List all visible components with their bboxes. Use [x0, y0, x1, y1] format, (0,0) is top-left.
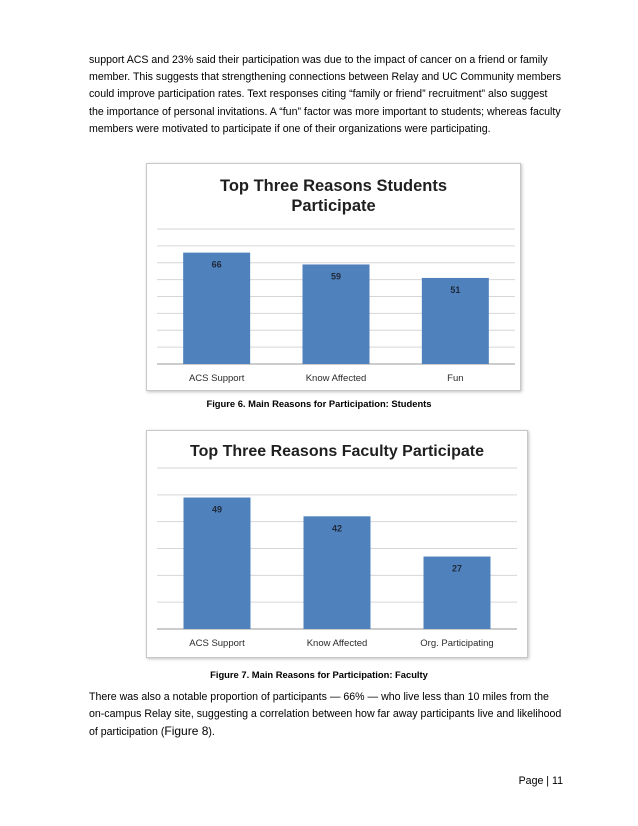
bar-value-label: 66: [211, 259, 222, 270]
category-label: ACS Support: [189, 638, 245, 649]
category-label: Fun: [447, 373, 464, 384]
chart-title-line: Participate: [291, 197, 376, 215]
category-label: Org. Participating: [420, 638, 494, 649]
bar-value-label: 49: [211, 504, 223, 515]
faculty-chart: [146, 430, 528, 658]
bar: [184, 498, 251, 629]
bar-value-label: 42: [331, 523, 343, 534]
body-paragraph-2: [89, 689, 564, 742]
faculty-chart-svg: [147, 431, 527, 657]
paragraph-2-end: ).: [208, 726, 215, 739]
paragraph-2-text: There was also a notable proportion of participants — 66% — who live less than 10 miles from the on-campus Relay site, suggesting a correlation between how far away participants live and likelihood of participation (: [89, 691, 562, 739]
bar-value-label: 51: [450, 284, 461, 295]
students-chart: [146, 163, 521, 391]
chart-title-line: Top Three Reasons Faculty Participate: [189, 443, 485, 460]
page-number: Page | 11: [518, 775, 563, 787]
figure-7-caption: Figure 7. Main Reasons for Participation: Faculty: [210, 669, 428, 680]
students-chart-svg: [147, 164, 520, 390]
category-label: ACS Support: [188, 373, 245, 384]
category-label: Know Affected: [306, 638, 368, 649]
chart-title-line: Top Three Reasons Students: [219, 177, 448, 195]
category-label: Know Affected: [305, 373, 367, 384]
bar-value-label: 59: [330, 271, 342, 282]
body-paragraph-1: support ACS and 23% said their participation was due to the impact of cancer on a friend or family member. This suggests that strengthening connections between Relay and UC Community members could improve participation rates. Text responses citing “family or friend” recruitment” also suggest the importance of personal invitations. A “fun” factor was more important to students; whereas faculty members were motivated to participate if one of their organizations were participating.: [89, 54, 562, 135]
bar-value-label: 27: [451, 563, 463, 574]
figure-8-reference: Figure 8: [164, 724, 209, 739]
figure-6-caption: Figure 6. Main Reasons for Participation: Students: [206, 398, 432, 409]
